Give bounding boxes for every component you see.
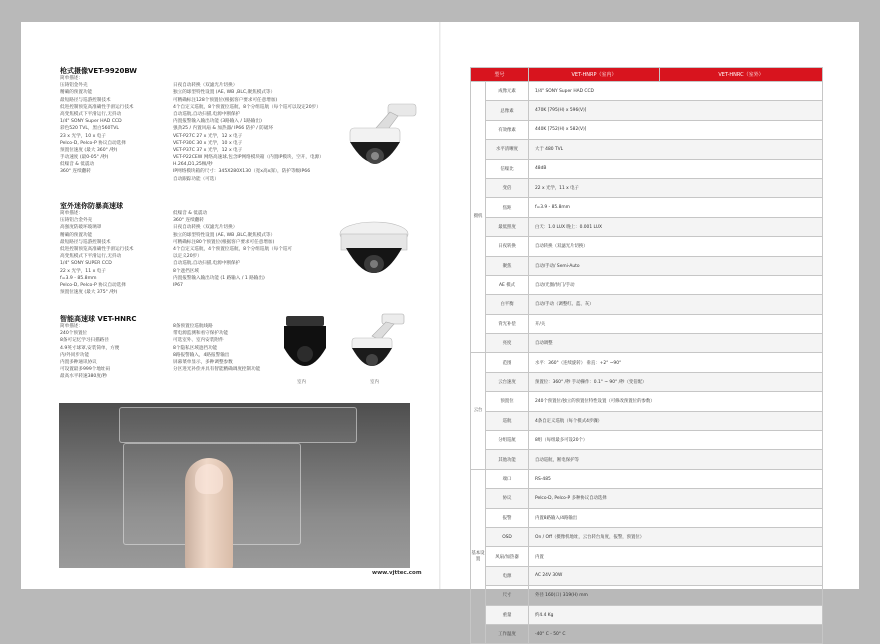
spec-value: 8组（每组最多可设20个） [529,431,823,450]
spec-list-2a [60,210,134,296]
spec-line: 内置报警输入输出功能 (1 路输入 / 1 路输出) [173,275,265,281]
spec-line: 低噪音 & 低震动 [173,211,208,216]
spec-value: 自动/手动（调整红、蓝、灰） [529,295,823,314]
table-row [471,469,823,488]
spec-line: 预置位速度 (最大 360° /秒) [60,147,118,153]
spec-key: 日夜转换 [486,237,529,256]
spec-line: 4个自定义巡航，8个预置位巡航，8个分组巡航（每个巡可以设定20步） [173,104,321,110]
spec-table-header [471,68,823,82]
spec-value: 大于 480 TVL [529,140,823,159]
table-row [471,159,823,178]
spec-line: 精确的预置功能 [60,90,93,96]
spec-key: 焦距 [486,198,529,217]
spec-key: 有效像素 [486,120,529,139]
spec-line: 最短路径与巡游控制技术 [60,97,111,103]
spec-line: 360° 连续翻转 [173,218,204,224]
spec-line: Pelco-D, Pelco-P 协议自动选择 [60,140,126,146]
spec-value: 240个预置位/独立的预置位特性设置（可修改预置位的参数） [529,392,823,411]
spec-line: 屏幕菜单显示，多种调整参数 [173,359,233,365]
spec-value: 22 x 光学，11 x 电子 [529,178,823,197]
table-row [471,198,823,217]
spec-line: 日夜自动转换（双滤光片切换） [173,225,238,231]
spec-key: 白平衡 [486,295,529,314]
spec-line: VET-P27C 27 x 光学，12 x 电子 [173,133,243,139]
table-row [471,566,823,585]
table-row [471,372,823,391]
spec-line: 简单描述： [60,324,83,329]
spec-value: 470K [795(H) x 596(V)] [529,101,823,120]
spec-key: 范围 [486,353,529,372]
spec-value: On / Off（摄像机地址，云台转台角度，报警，预置位） [529,527,823,546]
spec-line: f=3.9 - 85.8mm [60,275,97,281]
spec-list-3b [173,323,260,373]
spec-value: 内置 [529,547,823,566]
spec-value: RS-485 [529,469,823,488]
spec-key: 尺寸 [486,586,529,605]
spec-line: 可设置最多999个地址码 [60,367,111,373]
spec-key: 电源 [486,566,529,585]
spec-line: 高强度防破坏玻璃罩 [60,225,102,231]
spec-line: 可精确标注80个预置位(根据客户要求可任意增加) [173,239,275,245]
spec-list-1a [60,75,134,176]
header-hnrp: VET-HNRP（室内） [529,68,660,82]
table-row [471,450,823,469]
spec-line: H.264,D1,25帧/秒 [173,162,213,168]
website-url: www.vjttec.com [372,570,422,576]
spec-line: 手动速度 (最0-05° /秒) [60,155,109,161]
spec-key: 预置位 [486,392,529,411]
spec-key: OSD [486,527,529,546]
table-row [471,392,823,411]
category-cell: 摄机 [471,82,486,353]
spec-value: 440K [752(H) x 582(V)] [529,120,823,139]
spec-line: Pelco-D, Pelco-P 协议自动选择 [60,282,126,288]
spec-line: 22 x 光学，11 x 电子 [60,268,106,274]
finger-icon [185,458,233,568]
spec-key: 分组巡航 [486,431,529,450]
spec-key: 信噪比 [486,159,529,178]
spec-line: 360° 连续翻转 [60,169,91,175]
section-title: 智能高速球 VET-HNRC [60,315,137,323]
spec-line: 低噪音 & 低震动 [60,162,95,168]
spec-line: 1/4" SONY SUPER CCD [60,261,112,267]
spec-line: 低进控制预览高准确性手滑运行技术 [60,246,134,252]
spec-value: 内置8路输入/4路输出 [529,508,823,527]
section-title: 室外迷你防暴高速球 [60,202,123,210]
spec-value: f=3.9 - 85.8mm [529,198,823,217]
spec-line: 内置报警输入输出功能 (3路输入 / 1路输出) [173,119,262,125]
spec-line: 自动跟踪功能（可选） [173,176,219,182]
table-row [471,120,823,139]
spec-line: 4个自定义巡航，4个预置位巡航，8个分组巡航（每个巡可 [173,246,293,252]
spec-key: 变倍 [486,178,529,197]
spec-key: 报警 [486,508,529,527]
spec-line: 日夜自动转换（双滤光片切换） [173,83,238,89]
spec-list-3a [60,323,119,381]
section-title: 枪式摄像VET-9920BW [60,67,138,75]
category-cell: 云台 [471,353,486,469]
spec-line: 精确的预置功能 [60,232,93,238]
spec-line: 高变焦模式下平滑运行,无抖动 [60,111,122,117]
spec-value: 预置位：360° /秒 手动操作：0.1° ~ 90° /秒（变倍配） [529,372,823,391]
spec-line: 独立的球型特性设置 (AE, WB ,BLC,聚焦模式等） [173,232,276,238]
spec-line: 简单描述： [60,76,83,81]
spec-table [470,67,823,644]
spec-value: AC 24V 30W [529,566,823,585]
table-row [471,508,823,527]
spec-key: 云台速度 [486,372,529,391]
spec-line: 最短路径与巡游控制技术 [60,239,111,245]
spec-line: 预置位速度 (最大 375° /秒) [60,290,118,296]
spec-key: 聚焦 [486,256,529,275]
spec-line: 强劲25 / 内置风扇 & 加热器/ IP66 防护 / 防破坏 [173,126,274,132]
spec-key: 亮度 [486,334,529,353]
spec-line: VET-P22CEW 网络高速球,包含IP网络模块箱（内置IP模块，空开，电源） [173,155,324,161]
spec-value: 白天：1.0 LUX 晚上：0.001 LUX [529,217,823,236]
spec-line: IP网络模块箱的尺寸：345X280X130（宽x高x深），防护等级IP66 [173,169,311,175]
spec-line: 简单描述： [60,211,83,216]
spec-list-1b [173,75,324,183]
spec-value: 自动调整 [529,334,823,353]
table-row [471,237,823,256]
indoor-dome-camera-icon [280,314,330,378]
spec-line: 8个遮挡区域 [173,268,199,274]
spec-key: 水平清晰度 [486,140,529,159]
spec-line: VET-P30C 30 x 光学，10 x 电子 [173,140,243,146]
spec-line: 8条预置位巡航线路 [173,324,213,329]
category-cell: 基本设置 [471,469,486,644]
spec-value: 1/4" SONY Super HAD CCD [529,82,823,101]
spec-value: 自动巡航，断电保护等 [529,450,823,469]
table-row [471,334,823,353]
spec-line: 最高水平转速380度/秒 [60,374,108,380]
table-row [471,489,823,508]
spec-value: 外径 160(口) 319(H) mm [529,586,823,605]
table-row [471,101,823,120]
touch-screen-photo [59,403,410,568]
spec-line: 内置多种通讯协议 [60,359,97,365]
table-row [471,314,823,333]
spec-value: 自动转换（双滤光片切换） [529,237,823,256]
spec-key: 协议 [486,489,529,508]
spec-key: 重量 [486,605,529,624]
spec-key: 风扇/加热器 [486,547,529,566]
table-row [471,256,823,275]
table-row [471,178,823,197]
table-row [471,605,823,624]
spec-line: 压铸铝金外壳 [60,83,88,89]
ui-panel-shape [119,407,357,443]
spec-line: IP67 [173,282,183,288]
spec-line: 自动巡航,自动扫描,电源中断保护 [173,261,241,267]
spec-line: VET-P37C 37 x 光学，12 x 电子 [173,147,243,153]
spec-key: 工作温度 [486,624,529,643]
spec-key: 端口 [486,469,529,488]
spec-line: 8条可记忆学习扫描路径 [60,338,109,344]
spec-key: 背光补偿 [486,314,529,333]
spec-line: 带电源监测和看守保护功能 [173,331,229,337]
table-row [471,295,823,314]
spec-key: AE 模式 [486,275,529,294]
table-row [471,547,823,566]
table-row [471,82,823,101]
spec-line: 可精确标注128个预置位(根据客户要求可任意增加) [173,97,278,103]
spec-value: 4条自定义巡航（每个模式4步骤） [529,411,823,430]
spec-list-2b [173,210,292,289]
spec-key: 其他功能 [486,450,529,469]
spec-value: 开/关 [529,314,823,333]
outdoor-ptz-camera-icon [338,98,422,180]
caption-indoor-b: 室内 [370,380,379,385]
spec-line: 自动巡航,自动扫描,电源中断保护 [173,111,241,117]
table-row [471,275,823,294]
spec-line: 8路报警输入，4路报警输出 [173,352,230,358]
spec-line: 内/外同步功能 [60,352,90,358]
spec-key: 成像元素 [486,82,529,101]
spec-line: 1/4" SONY Super HAD CCD [60,119,122,125]
header-hnrc: VET-HNRC（室外） [660,68,823,82]
spec-key: 最低照度 [486,217,529,236]
spec-value: 自动/光圈/快门/手动 [529,275,823,294]
wall-mount-dome-icon [342,312,408,378]
spec-line: 8个隐私区域遮挡功能 [173,345,218,351]
table-row [471,140,823,159]
table-row [471,353,823,372]
spec-key: 巡航 [486,411,529,430]
spec-line: 以定义20步） [173,254,202,260]
spec-line: 彩色520 TVL，黑白560TVL [60,126,119,132]
mini-dome-camera-icon [336,218,414,292]
spec-line: 独立的球型特性设置 (AE, WB ,BLC,聚焦模式等） [173,90,276,96]
spec-value: 约4.4 Kg [529,605,823,624]
spec-key: 总像素 [486,101,529,120]
spec-value: Pelco-D, Pelco-P 多种协议自动选择 [529,489,823,508]
spec-line: 压铸铝合金外壳 [60,218,93,224]
spec-line: 4.9英寸球罩,安装简单，方便 [60,345,120,351]
caption-indoor-a: 室内 [297,380,306,385]
table-row [471,431,823,450]
spec-line [173,75,324,82]
spec-value: 48dB [529,159,823,178]
table-row [471,624,823,643]
spec-line: 可选室外、室内安装附件 [173,338,224,344]
spec-line: 低进控制预览高准确性手滑运行技术 [60,104,134,110]
page-fold [439,22,441,589]
table-row [471,527,823,546]
spec-value: 水平：360°（连续旋转） 垂直：+2° ~90° [529,353,823,372]
spec-line: 分区进光补偿并具有智能精确调度控制功能 [173,367,261,373]
table-row [471,217,823,236]
table-row [471,411,823,430]
spec-line: 240个预置位 [60,331,88,337]
spec-value: -40° C - 50° C [529,624,823,643]
spec-line: 高变焦模式下平滑运行,无抖动 [60,254,122,260]
header-model: 型号 [471,68,529,82]
spec-value: 自动/手动/ Semi-Auto [529,256,823,275]
spec-line: 23 x 光学，10 x 电子 [60,133,106,139]
table-row [471,586,823,605]
